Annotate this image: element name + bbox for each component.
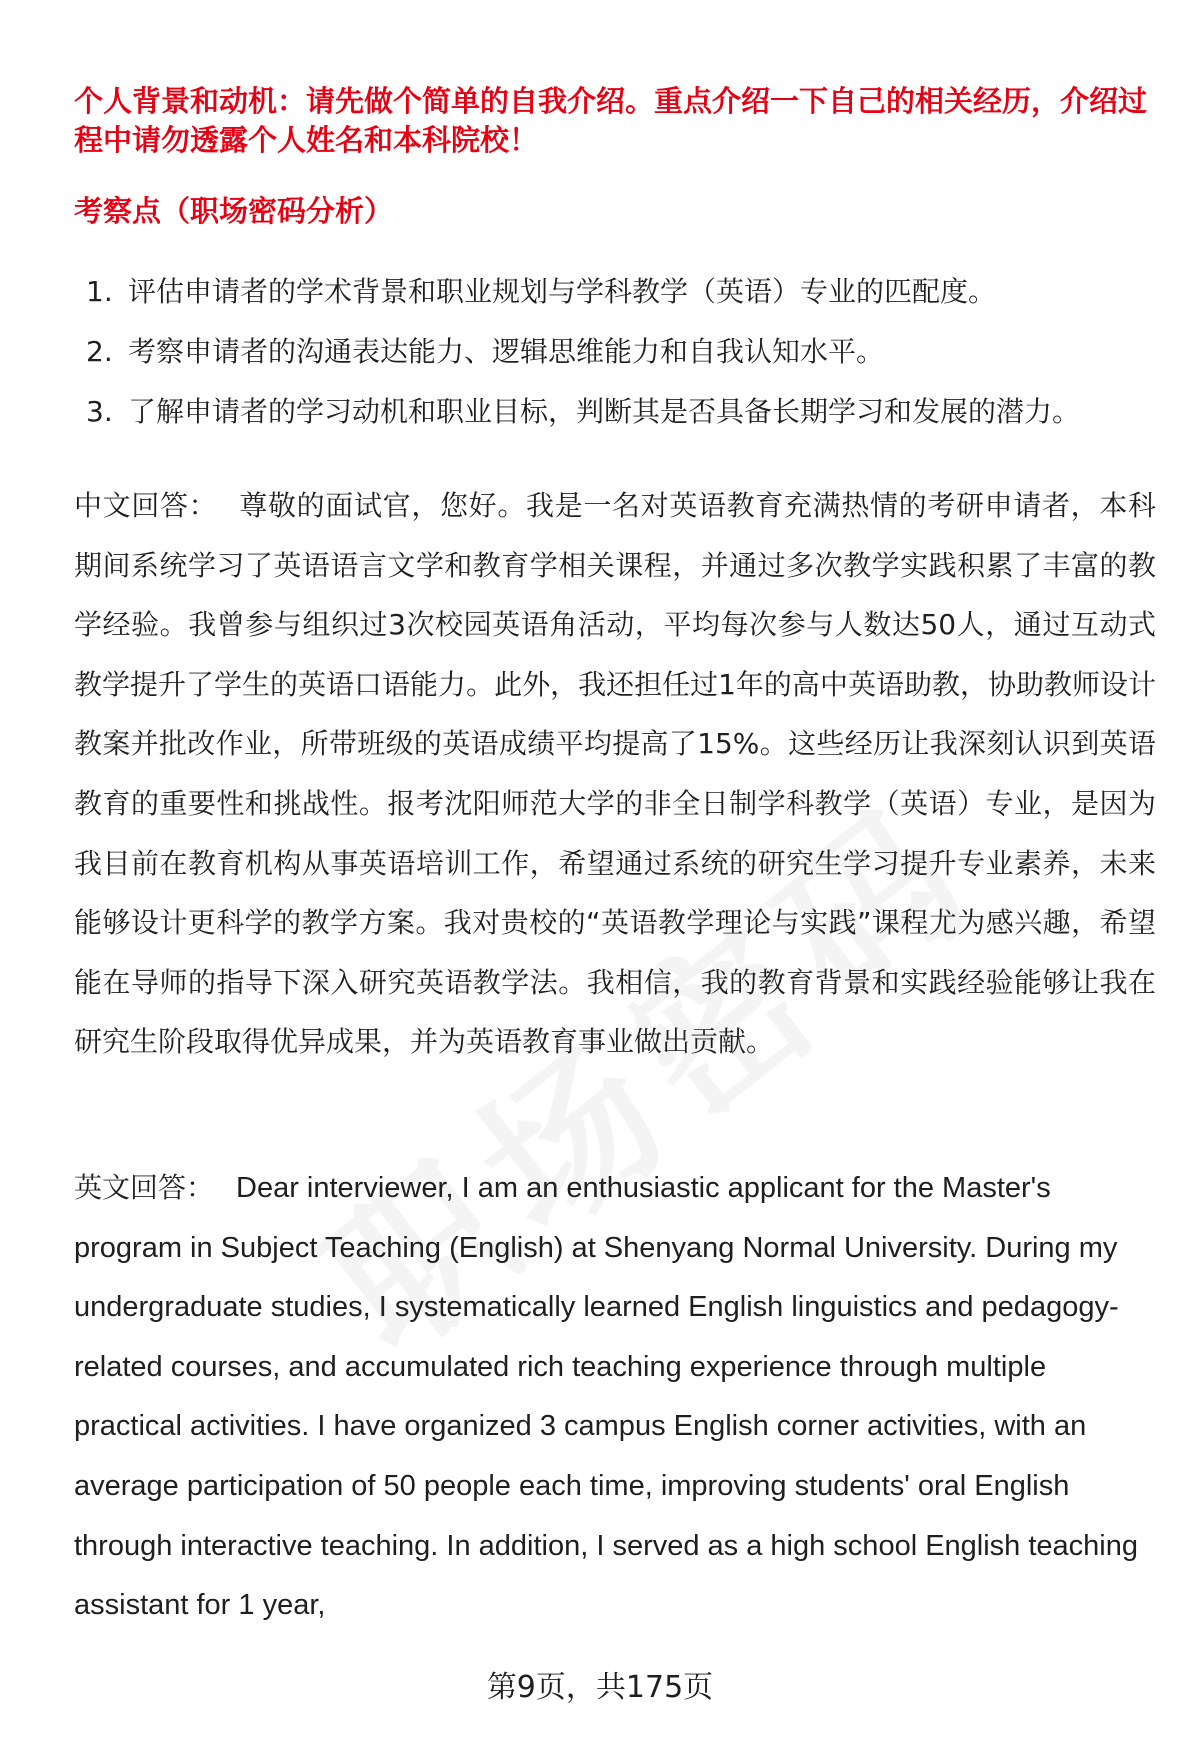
list-item-text: 了解申请者的学习动机和职业目标，判断其是否具备长期学习和发展的潜力。 [128, 395, 1081, 428]
list-item-number: 2. [86, 335, 113, 368]
list-item [74, 272, 1154, 332]
list-item-number: 3. [86, 395, 113, 428]
list-item-number: 1. [86, 275, 113, 308]
english-answer-text: Dear interviewer, I am an enthusiastic applicant for the Master's program in Subject Teaching (English) at Shenyang Normal University. During my undergraduate studies, I systematically learned English linguistics and pedagogy-related courses, and accumulated rich teaching experience through multiple practical activities. I have organized 3 campus English corner activities, with an average participation of 50 people each time, improving students' oral English through interactive teaching. In addition, I served as a high school English teaching assistant for 1 year, [74, 1172, 1139, 1622]
english-answer-paragraph [74, 1158, 1156, 1636]
english-answer-label: 英文回答： [74, 1171, 215, 1204]
page-number-footer: 第9页，共175页 [486, 1670, 714, 1705]
chinese-answer-text: 尊敬的面试官，您好。我是一名对英语教育充满热情的考研申请者，本科期间系统学习了英语语言文学和教育学相关课程，并通过多次教学实践积累了丰富的教学经验。我曾参与组织过3次校园英语角活动，平均每次参与人数达50人，通过互动式教学提升了学生的英语口语能力。此外，我还担任过1年的高中英语助教，协助教师设计教案并批改作业，所带班级的英语成绩平均提高了15%。这些经历让我深刻认识到英语教育的重要性和挑战性。报考沈阳师范大学的非全日制学科教学（英语）专业，是因为我目前在教育机构从事英语培训工作，希望通过系统的研究生学习提升专业素养，未来能够设计更科学的教学方案。我对贵校的“英语教学理论与实践”课程尤为感兴趣，希望能在导师的指导下深入研究英语教学法。我相信，我的教育背景和实践经验能够让我在研究生阶段取得优异成果，并为英语教育事业做出贡献。 [74, 489, 1156, 1059]
chinese-answer-label: 中文回答： [74, 489, 218, 522]
list-item [74, 332, 1154, 392]
intro-question-heading: 个人背景和动机：请先做个简单的自我介绍。重点介绍一下自己的相关经历，介绍过程中请勿透露个人姓名和本科院校！ [74, 84, 1148, 157]
chinese-answer-paragraph [74, 476, 1156, 1072]
list-item [74, 392, 1154, 452]
list-item-text: 评估申请者的学术背景和职业规划与学科教学（英语）专业的匹配度。 [128, 275, 997, 308]
list-item-text: 考察申请者的沟通表达能力、逻辑思维能力和自我认知水平。 [128, 335, 885, 368]
assessment-points-heading: 考察点（职场密码分析） [74, 194, 394, 228]
assessment-points-list [74, 272, 1154, 452]
